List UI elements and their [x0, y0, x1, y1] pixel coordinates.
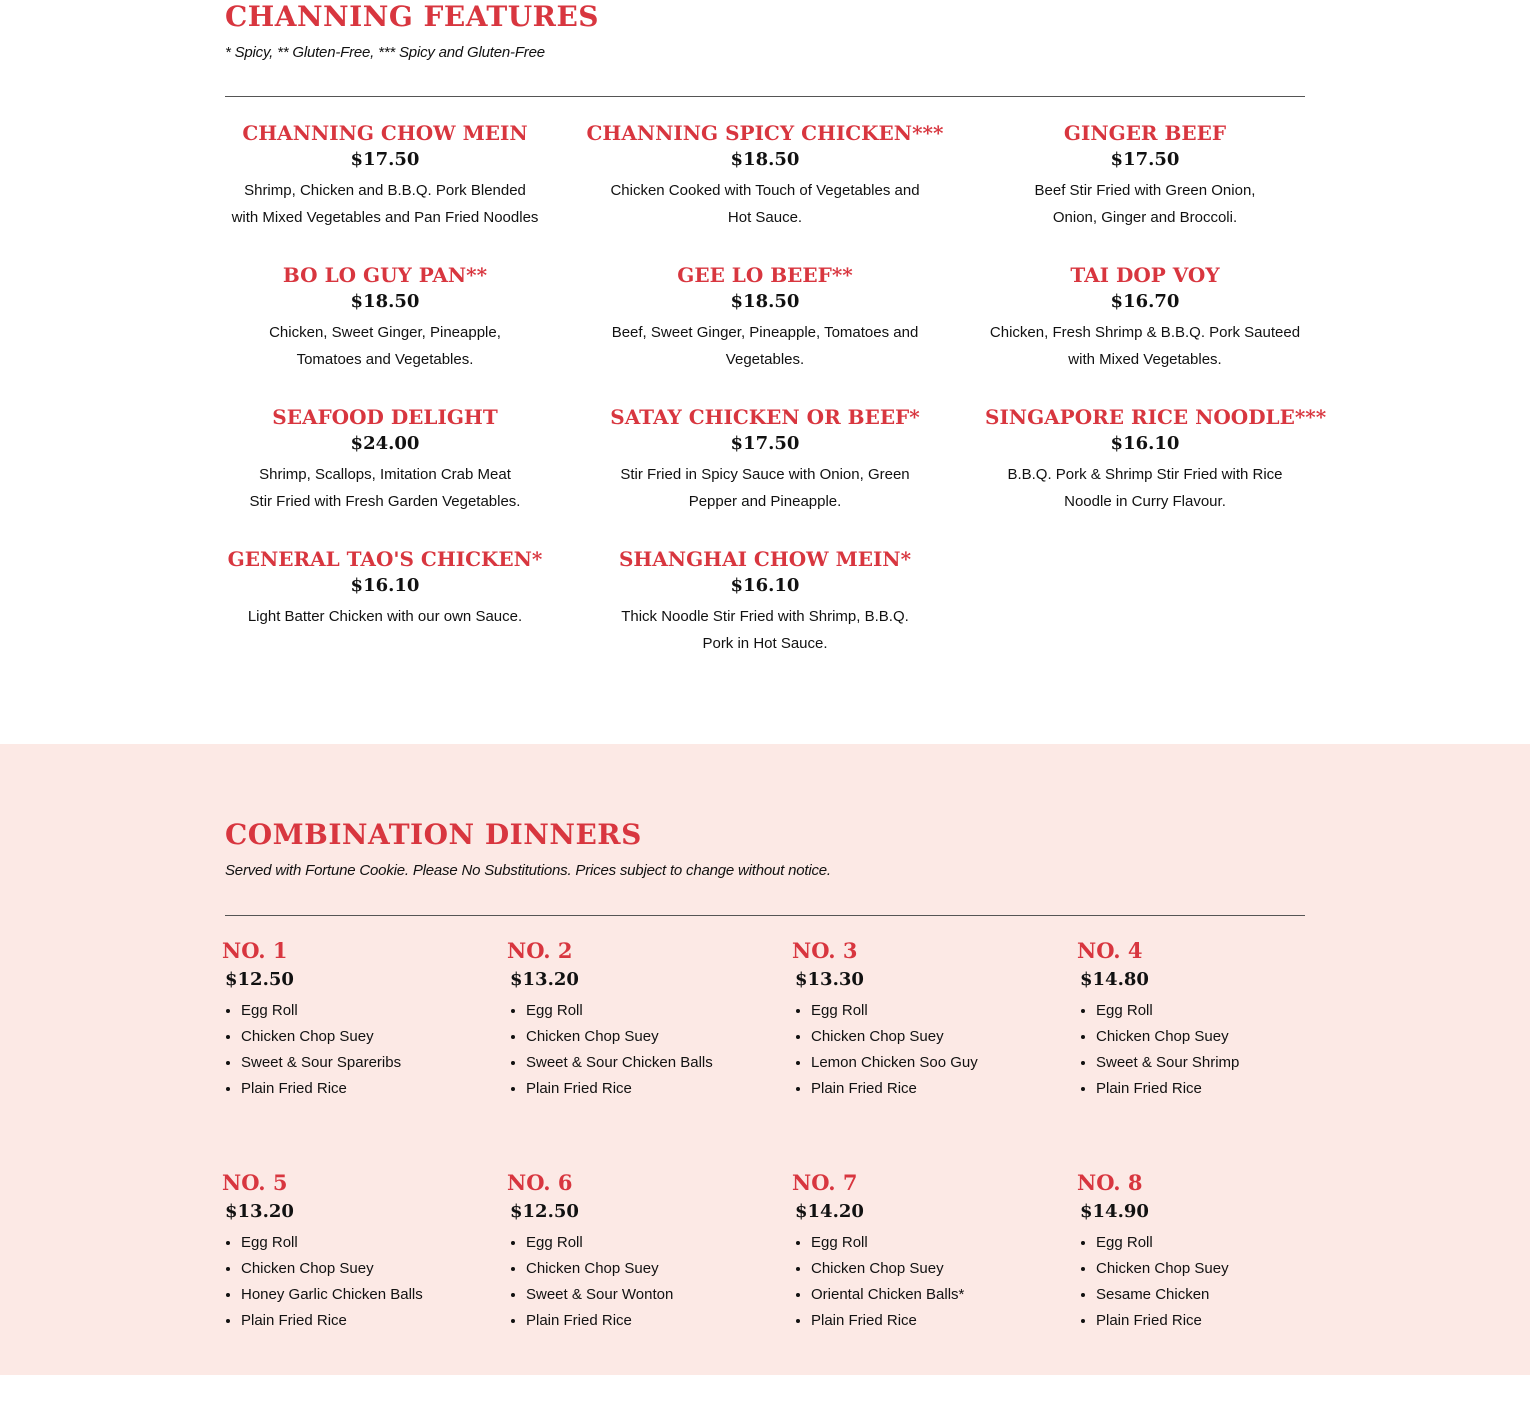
- feature-desc: [225, 461, 545, 515]
- combo-dish: • Sweet & Sour Spareribs: [241, 1050, 510, 1076]
- feature-item: [545, 402, 985, 544]
- feature-name: GEE LO BEEF**: [677, 263, 853, 287]
- combo-dish: • Chicken Chop Suey: [811, 1024, 1080, 1050]
- feature-price: $18.50: [350, 291, 420, 312]
- combo-item: [1077, 937, 1305, 1169]
- feature-desc: [545, 461, 985, 515]
- feature-desc-line: Chicken Cooked with Touch of Vegetables and: [610, 182, 920, 199]
- combo-price: $12.50: [225, 969, 294, 990]
- feature-desc: [225, 177, 545, 231]
- feature-item: [545, 118, 985, 260]
- combo-dish: • Egg Roll: [811, 1230, 1080, 1256]
- feature-desc: [985, 461, 1305, 515]
- feature-desc-line: Pork in Hot Sauce.: [702, 635, 828, 652]
- features-divider: [225, 96, 1305, 97]
- combo-name: NO. 5: [222, 1170, 288, 1195]
- feature-desc-line: with Mixed Vegetables and Pan Fried Noodles: [231, 209, 539, 226]
- combination-header: [225, 818, 1305, 879]
- feature-item: [225, 402, 545, 544]
- combo-item: [507, 937, 795, 1169]
- feature-item: [545, 544, 985, 686]
- feature-desc: [985, 319, 1305, 373]
- combo-dish-list: [1080, 998, 1305, 1102]
- combo-dish: • Plain Fried Rice: [526, 1076, 795, 1102]
- combo-name: NO. 3: [792, 938, 858, 963]
- feature-desc-line: Beef, Sweet Ginger, Pineapple, Tomatoes and: [611, 324, 919, 341]
- feature-price: $24.00: [350, 433, 420, 454]
- feature-desc-line: Noodle in Curry Flavour.: [1064, 493, 1226, 510]
- feature-desc: [545, 319, 985, 373]
- combo-dish-list: [795, 1230, 1080, 1334]
- combo-dish: • Chicken Chop Suey: [1096, 1256, 1305, 1282]
- combo-name: NO. 7: [792, 1170, 858, 1195]
- feature-desc-line: Pepper and Pineapple.: [688, 493, 842, 510]
- combo-price: $14.20: [795, 1201, 864, 1222]
- feature-desc-line: Chicken, Sweet Ginger, Pineapple,: [269, 324, 501, 341]
- combo-item: [792, 1169, 1080, 1401]
- combo-dish-list: [225, 998, 510, 1102]
- combo-dish: • Plain Fried Rice: [241, 1308, 510, 1334]
- features-header: [225, 0, 1305, 61]
- combo-dish: • Sweet & Sour Chicken Balls: [526, 1050, 795, 1076]
- combo-dish: • Sweet & Sour Wonton: [526, 1282, 795, 1308]
- feature-item: [985, 402, 1327, 544]
- combo-dish-list: [1080, 1230, 1305, 1334]
- feature-item: [225, 118, 545, 260]
- combo-price: $14.90: [1080, 1201, 1149, 1222]
- feature-price: $18.50: [730, 291, 800, 312]
- combo-name: NO. 1: [222, 938, 288, 963]
- combo-price: $12.50: [510, 1201, 579, 1222]
- feature-desc-line: Beef Stir Fried with Green Onion,: [1034, 182, 1256, 199]
- combo-price: $14.80: [1080, 969, 1149, 990]
- combo-price: $13.20: [225, 1201, 294, 1222]
- feature-name: SATAY CHICKEN OR BEEF*: [610, 405, 920, 429]
- feature-name: CHANNING CHOW MEIN: [242, 121, 528, 145]
- feature-price: $16.10: [350, 575, 420, 596]
- feature-price: $16.10: [730, 575, 800, 596]
- feature-desc-line: Tomatoes and Vegetables.: [296, 351, 474, 368]
- combo-dish: • Chicken Chop Suey: [241, 1024, 510, 1050]
- combo-dish: • Egg Roll: [526, 1230, 795, 1256]
- feature-price: $17.50: [350, 149, 420, 170]
- feature-desc: [985, 177, 1305, 231]
- feature-desc-line: Shrimp, Scallops, Imitation Crab Meat: [259, 466, 511, 483]
- feature-desc: [545, 177, 985, 231]
- combo-dish: • Egg Roll: [241, 1230, 510, 1256]
- combo-name: NO. 4: [1077, 938, 1143, 963]
- combo-item: [222, 937, 510, 1169]
- combo-dish: • Chicken Chop Suey: [241, 1256, 510, 1282]
- feature-item: [225, 260, 545, 402]
- feature-price: $16.10: [1110, 433, 1180, 454]
- combo-dish: • Egg Roll: [811, 998, 1080, 1024]
- combo-dish: • Plain Fried Rice: [1096, 1076, 1305, 1102]
- feature-name: CHANNING SPICY CHICKEN***: [586, 121, 944, 145]
- feature-item: [985, 118, 1305, 260]
- feature-item: [225, 544, 545, 686]
- feature-desc-line: Shrimp, Chicken and B.B.Q. Pork Blended: [244, 182, 526, 199]
- feature-name: BO LO GUY PAN**: [282, 263, 488, 287]
- combo-dish: • Oriental Chicken Balls*: [811, 1282, 1080, 1308]
- combo-item: [507, 1169, 795, 1401]
- features-grid: [225, 118, 1327, 686]
- combo-dish: • Chicken Chop Suey: [811, 1256, 1080, 1282]
- feature-price: $18.50: [730, 149, 800, 170]
- combo-dish: • Plain Fried Rice: [811, 1076, 1080, 1102]
- combo-name: NO. 6: [507, 1170, 573, 1195]
- combo-dish: • Honey Garlic Chicken Balls: [241, 1282, 510, 1308]
- feature-desc-line: Hot Sauce.: [727, 209, 803, 226]
- combo-price: $13.20: [510, 969, 579, 990]
- feature-name: SHANGHAI CHOW MEIN*: [618, 547, 912, 571]
- combo-dish: • Egg Roll: [526, 998, 795, 1024]
- feature-desc-line: Thick Noodle Stir Fried with Shrimp, B.B.Q.: [621, 608, 909, 625]
- combo-dish: • Plain Fried Rice: [1096, 1308, 1305, 1334]
- feature-price: $16.70: [1110, 291, 1180, 312]
- combo-name: NO. 8: [1077, 1170, 1143, 1195]
- combo-item: [222, 1169, 510, 1401]
- combo-dish: • Sweet & Sour Shrimp: [1096, 1050, 1305, 1076]
- feature-item: [985, 260, 1305, 402]
- combo-dish: • Egg Roll: [1096, 998, 1305, 1024]
- feature-name: SINGAPORE RICE NOODLE***: [985, 405, 1327, 429]
- combo-dish-list: [510, 998, 795, 1102]
- combo-dish: • Sesame Chicken: [1096, 1282, 1305, 1308]
- combo-dish: • Egg Roll: [1096, 1230, 1305, 1256]
- combination-divider: [225, 915, 1305, 916]
- feature-name: GINGER BEEF: [1063, 121, 1227, 145]
- feature-name: SEAFOOD DELIGHT: [272, 405, 498, 429]
- combination-title: COMBINATION DINNERS: [225, 818, 642, 851]
- combo-item: [792, 937, 1080, 1169]
- feature-desc-line: Vegetables.: [725, 351, 805, 368]
- feature-desc-line: Light Batter Chicken with our own Sauce.: [247, 608, 523, 625]
- combo-dish: • Plain Fried Rice: [811, 1308, 1080, 1334]
- features-title: CHANNING FEATURES: [225, 0, 600, 33]
- feature-name: GENERAL TAO'S CHICKEN*: [227, 547, 543, 571]
- combo-dish-list: [510, 1230, 795, 1334]
- combo-dish-list: [795, 998, 1080, 1102]
- combo-item: [1077, 1169, 1305, 1401]
- combo-name: NO. 2: [507, 938, 573, 963]
- combo-dish: • Plain Fried Rice: [526, 1308, 795, 1334]
- feature-desc-line: Chicken, Fresh Shrimp & B.B.Q. Pork Sauteed: [989, 324, 1301, 341]
- combo-dish: • Chicken Chop Suey: [526, 1256, 795, 1282]
- combo-dish: • Plain Fried Rice: [241, 1076, 510, 1102]
- combo-dish: • Lemon Chicken Soo Guy: [811, 1050, 1080, 1076]
- combination-note: Served with Fortune Cookie. Please No Substitutions. Prices subject to change without notice.: [225, 862, 831, 879]
- feature-price: $17.50: [1110, 149, 1180, 170]
- combo-dish: • Egg Roll: [241, 998, 510, 1024]
- combo-dish-list: [225, 1230, 510, 1334]
- feature-desc-line: with Mixed Vegetables.: [1068, 351, 1222, 368]
- feature-desc-line: Stir Fried in Spicy Sauce with Onion, Green: [620, 466, 910, 483]
- feature-desc-line: Stir Fried with Fresh Garden Vegetables.: [249, 493, 521, 510]
- combo-dish: • Chicken Chop Suey: [526, 1024, 795, 1050]
- feature-desc: [225, 319, 545, 373]
- combination-grid: [222, 937, 1305, 1401]
- feature-name: TAI DOP VOY: [1070, 263, 1220, 287]
- feature-desc-line: B.B.Q. Pork & Shrimp Stir Fried with Rice: [1007, 466, 1283, 483]
- feature-price: $17.50: [730, 433, 800, 454]
- feature-item: [545, 260, 985, 402]
- combo-price: $13.30: [795, 969, 864, 990]
- features-legend: * Spicy, ** Gluten-Free, *** Spicy and Gluten-Free: [225, 44, 545, 61]
- feature-desc: [225, 603, 545, 630]
- feature-desc-line: Onion, Ginger and Broccoli.: [1052, 209, 1238, 226]
- combo-dish: • Chicken Chop Suey: [1096, 1024, 1305, 1050]
- feature-desc: [545, 603, 985, 657]
